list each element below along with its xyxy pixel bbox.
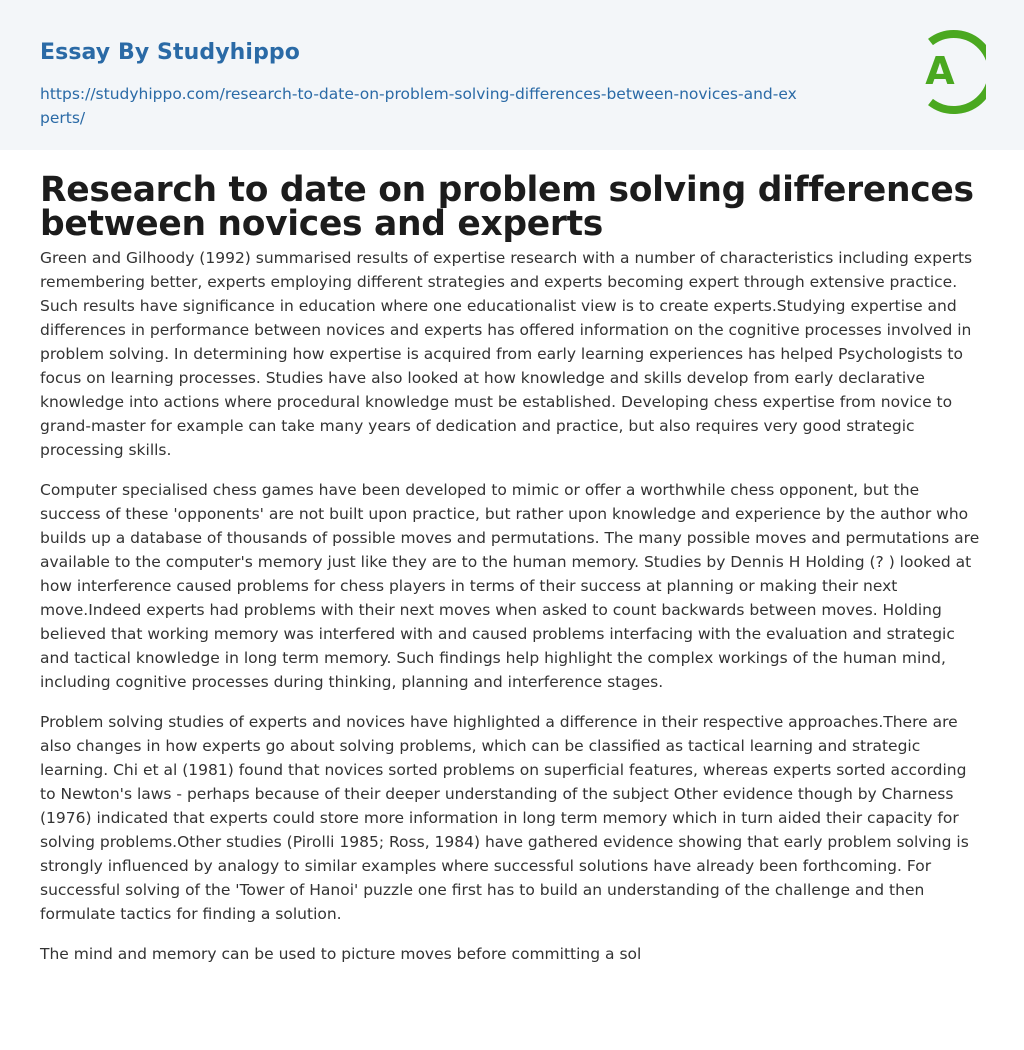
article-paragraph: Green and Gilhoody (1992) summarised results of expertise research with a number of characteristics including experts remembering better, experts employing different strategies and experts becoming expert through extensive practice. Such results have significance in education where one educationalist view is to create experts.Studying expertise and differences in performance between novices and experts has offered information on the cognitive processes involved in problem solving. In determining how expertise is acquired from early learning experiences has helped Psychologists to focus on learning processes. Studies have also looked at how knowledge and skills develop from early declarative knowledge into actions where procedural knowledge must be established. Developing chess expertise from novice to grand-master for example can take many years of dedication and practice, but also requires very good strategic processing skills.: [40, 249, 973, 459]
article-paragraph: Problem solving studies of experts and novices have highlighted a difference in their respective approaches.There are also changes in how experts go about solving problems, which can be classified as tactical learning and strategic learning. Chi et al (1981) found that novices sorted problems on superficial features, whereas experts sorted according to Newton's laws - perhaps because of their deeper understanding of the subject Other evidence though by Charness (1976) indicated that experts could store more information in long term memory which in turn aided their capacity for solving problems.Other studies (Pirolli 1985; Ross, 1984) have gathered evidence showing that early problem solving is strongly influenced by analogy to similar examples where successful solutions have already been forthcoming. For successful solving of the 'Tower of Hanoi' puzzle one first has to build an understanding of the challenge and then formulate tactics for finding a solution.: [40, 713, 969, 923]
article-paragraph: The mind and memory can be used to picture moves before committing a sol: [40, 945, 642, 963]
article-title: Research to date on problem solving differences between novices and experts: [40, 170, 974, 244]
source-url-link[interactable]: https://studyhippo.com/research-to-date-on-problem-solving-differences-between-novices-and-experts/: [40, 85, 797, 127]
site-header: [0, 0, 1024, 150]
article-body: [0, 150, 1024, 966]
article-paragraph: Computer specialised chess games have been developed to mimic or offer a worthwhile chess opponent, but the success of these 'opponents' are not built upon practice, but rather upon knowledge and experience by the author who builds up a database of thousands of possible moves and permutations. The many possible moves and permutations are available to the computer's memory just like they are to the human memory. Studies by Dennis H Holding (? ) looked at how interference caused problems for chess players in terms of their success at planning or making their next move.Indeed experts had problems with their next moves when asked to count backwards between moves. Holding believed that working memory was interfered with and caused problems interfacing with the evaluation and strategic and tactical knowledge in long term memory. Such findings help highlight the complex workings of the human mind, including cognitive processes during thinking, planning and interference stages.: [40, 481, 980, 691]
site-brand[interactable]: Essay By Studyhippo: [40, 40, 300, 65]
logo-letter: A: [925, 49, 955, 93]
studyhippo-logo-icon[interactable]: [912, 28, 986, 116]
